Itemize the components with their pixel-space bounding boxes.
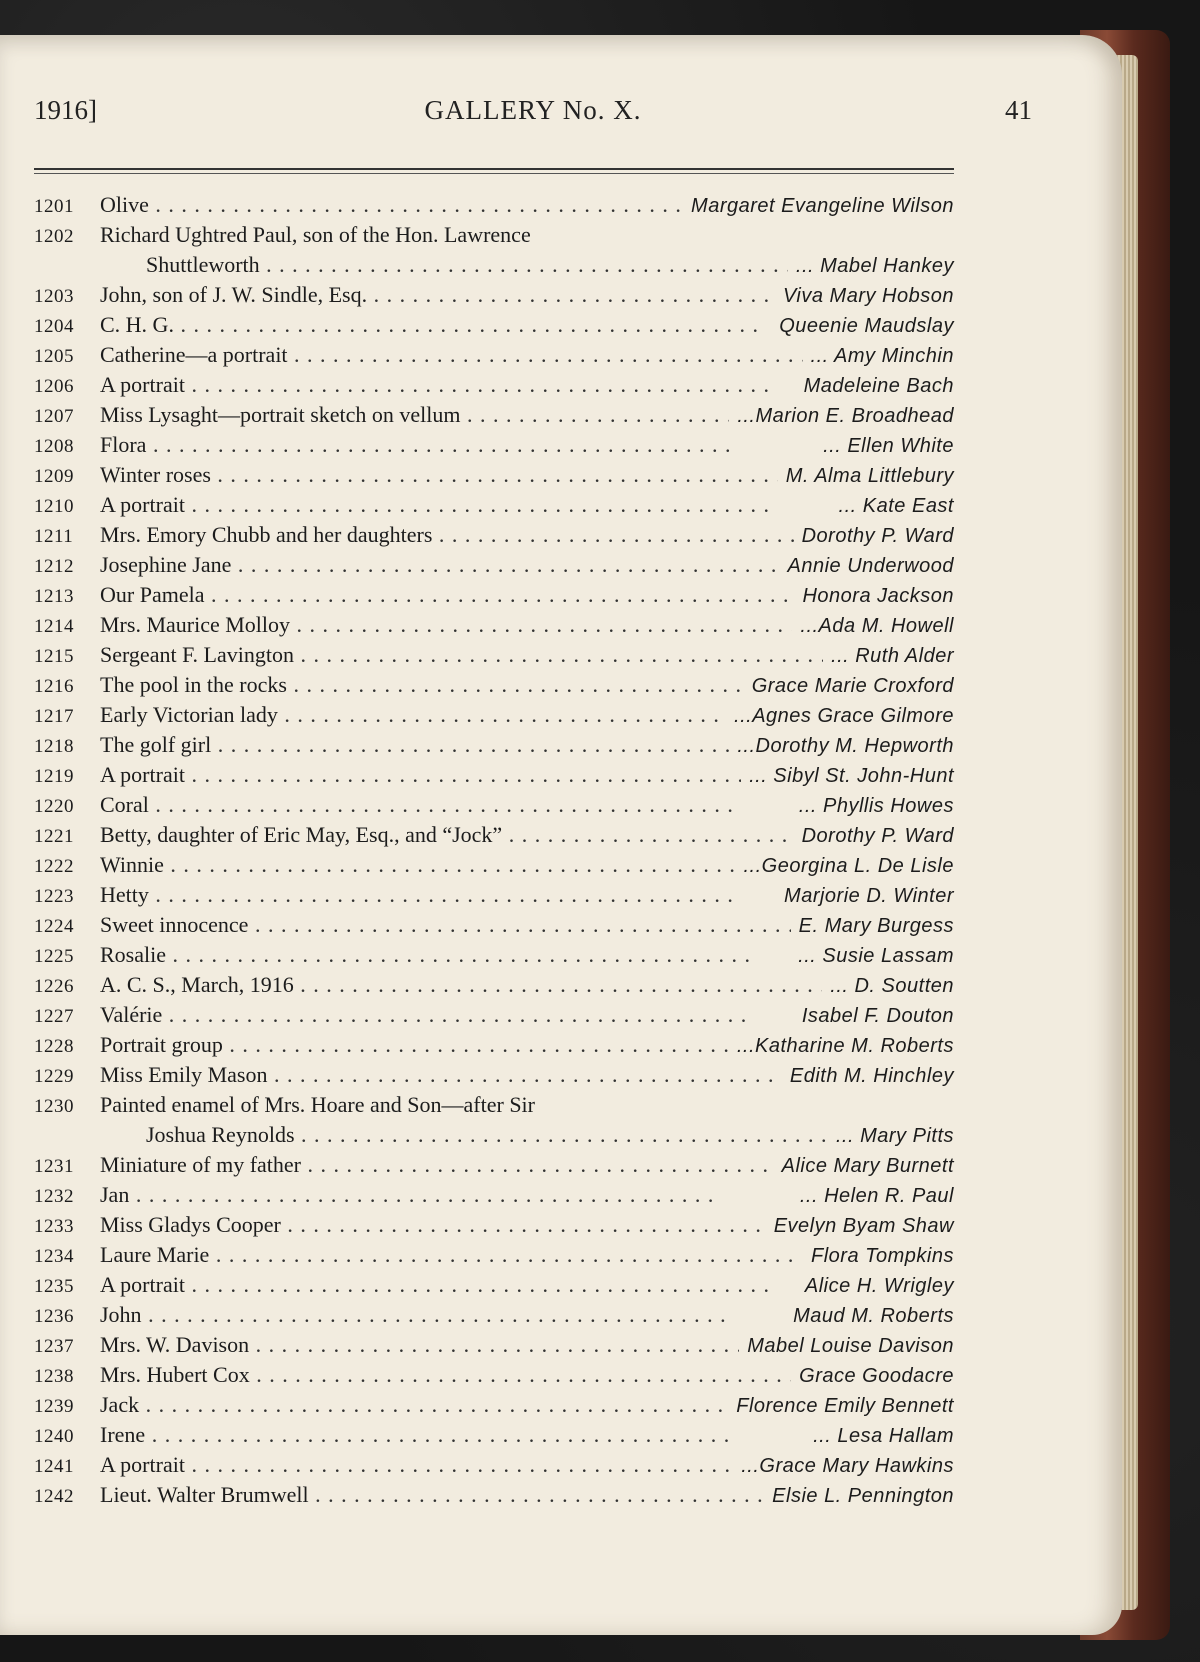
entry-number: 1210 <box>34 496 74 517</box>
catalogue-entry <box>34 192 954 222</box>
entry-number: 1227 <box>34 1006 74 1027</box>
catalogue-entry <box>34 222 954 282</box>
entry-number: 1239 <box>34 1396 74 1417</box>
entry-title: Miss Lysaght—portrait sketch on vellum . . . <box>100 402 729 428</box>
catalogue-entry <box>34 672 954 702</box>
entry-artist: ... Helen R. Paul <box>792 1185 954 1208</box>
catalogue-entry <box>34 282 954 312</box>
catalogue-entry <box>34 882 954 912</box>
entry-artist: Queenie Maudslay <box>771 315 954 338</box>
entry-line <box>34 702 954 732</box>
entry-line <box>34 1182 954 1212</box>
entry-title: Olive . . . <box>100 192 683 218</box>
catalogue-entry <box>34 1452 954 1482</box>
entry-line <box>34 552 954 582</box>
catalogue-entry <box>34 1032 954 1062</box>
entry-title: Irene . . . <box>100 1422 805 1448</box>
entry-line <box>34 1482 954 1512</box>
entry-artist: ...Grace Mary Hawkins <box>733 1455 954 1478</box>
entry-artist: ... Kate East <box>831 495 954 518</box>
entry-number: 1233 <box>34 1216 74 1237</box>
entry-line <box>34 822 954 852</box>
catalogue-entry <box>34 552 954 582</box>
entry-artist: ... Susie Lassam <box>790 945 954 968</box>
entry-line-continued <box>34 1122 954 1152</box>
entry-title: A portrait . . . <box>100 372 796 398</box>
entry-artist: Honora Jackson <box>794 585 954 608</box>
entry-number: 1238 <box>34 1366 74 1387</box>
entry-line <box>34 1092 954 1122</box>
entry-number: 1236 <box>34 1306 74 1327</box>
entry-title: Jack . . . <box>100 1392 728 1418</box>
catalogue-entry <box>34 432 954 462</box>
entry-artist: ... Phyllis Howes <box>791 795 954 818</box>
entry-artist: Mabel Louise Davison <box>739 1335 954 1358</box>
entry-title: Sweet innocence . . . <box>100 912 791 938</box>
catalogue-entry <box>34 1062 954 1092</box>
entry-line <box>34 1062 954 1092</box>
entry-number: 1231 <box>34 1156 74 1177</box>
entry-artist: ...Georgina L. De Lisle <box>736 855 955 878</box>
entry-title: Sergeant F. Lavington . . . <box>100 642 823 668</box>
entry-number: 1226 <box>34 976 74 997</box>
entry-line <box>34 432 954 462</box>
entry-artist: Grace Marie Croxford <box>744 675 954 698</box>
entry-number: 1229 <box>34 1066 74 1087</box>
entry-number: 1232 <box>34 1186 74 1207</box>
entry-number: 1223 <box>34 886 74 907</box>
entry-number: 1201 <box>34 196 74 217</box>
entry-title: Richard Ughtred Paul, son of the Hon. Lawrence <box>100 222 531 247</box>
entry-line <box>34 1422 954 1452</box>
entry-title-continued: Joshua Reynolds . . . <box>146 1122 828 1148</box>
entry-number: 1224 <box>34 916 74 937</box>
catalogue-entry <box>34 1272 954 1302</box>
entry-number: 1204 <box>34 316 74 337</box>
entry-line <box>34 192 954 222</box>
entry-number: 1203 <box>34 286 74 307</box>
entry-title: Josephine Jane . . . <box>100 552 780 578</box>
catalogue-entry <box>34 1482 954 1512</box>
entry-line <box>34 1002 954 1032</box>
catalogue-entry <box>34 342 954 372</box>
entry-title-continued: Shuttleworth . . . <box>146 252 788 278</box>
entry-artist: Alice Mary Burnett <box>774 1155 954 1178</box>
catalogue-entry <box>34 402 954 432</box>
entry-number: 1215 <box>34 646 74 667</box>
entry-number: 1207 <box>34 406 74 427</box>
entry-title: Mrs. Hubert Cox . . . <box>100 1362 791 1388</box>
catalogue-entry <box>34 582 954 612</box>
entry-line <box>34 1272 954 1302</box>
entry-number: 1218 <box>34 736 74 757</box>
entry-number: 1228 <box>34 1036 74 1057</box>
entry-artist: ... Lesa Hallam <box>805 1425 954 1448</box>
entry-artist: Dorothy P. Ward <box>794 825 954 848</box>
entry-line <box>34 1212 954 1242</box>
entry-title: Portrait group . . . <box>100 1032 729 1058</box>
entry-line <box>34 222 954 252</box>
entry-line <box>34 402 954 432</box>
entry-title: Coral . . . <box>100 792 791 818</box>
entry-artist: ...Marion E. Broadhead <box>729 405 954 428</box>
header-rule <box>34 168 954 170</box>
entry-line <box>34 522 954 552</box>
entry-title: Miniature of my father . . . <box>100 1152 774 1178</box>
entry-artist: Edith M. Hinchley <box>782 1065 954 1088</box>
entry-title: A portrait . . . <box>100 762 741 788</box>
entry-line <box>34 1332 954 1362</box>
catalogue-entry <box>34 1422 954 1452</box>
entry-line <box>34 942 954 972</box>
entry-artist: ...Agnes Grace Gilmore <box>726 705 954 728</box>
entry-artist: Marjorie D. Winter <box>776 885 954 908</box>
entry-line <box>34 852 954 882</box>
entry-title: Winter roses . . . <box>100 462 778 488</box>
catalogue-entry <box>34 642 954 672</box>
catalogue-entry <box>34 792 954 822</box>
entry-title: Rosalie . . . <box>100 942 790 968</box>
header-rule-thin <box>34 173 954 174</box>
catalogue-entry <box>34 972 954 1002</box>
entry-title: Valérie . . . <box>100 1002 794 1028</box>
entry-line-continued <box>34 252 954 282</box>
entry-artist: Annie Underwood <box>780 555 955 578</box>
entry-title: C. H. G. . . . <box>100 312 771 338</box>
catalogue-entry <box>34 702 954 732</box>
catalogue-entry <box>34 1362 954 1392</box>
header-year: 1916] <box>34 95 97 125</box>
entry-line <box>34 762 954 792</box>
entry-number: 1230 <box>34 1096 74 1117</box>
entry-title: The pool in the rocks . . . <box>100 672 744 698</box>
entry-number: 1216 <box>34 676 74 697</box>
entry-title: A portrait . . . <box>100 1272 797 1298</box>
entry-title: Mrs. Emory Chubb and her daughters . . . <box>100 522 794 548</box>
entry-number: 1205 <box>34 346 74 367</box>
entry-line <box>34 342 954 372</box>
entry-title: Early Victorian lady . . . <box>100 702 726 728</box>
entry-title: Miss Gladys Cooper . . . <box>100 1212 766 1238</box>
entry-number: 1225 <box>34 946 74 967</box>
entry-number: 1213 <box>34 586 74 607</box>
entry-line <box>34 1032 954 1062</box>
entry-artist: ... Mary Pitts <box>828 1125 954 1148</box>
entry-line <box>34 1392 954 1422</box>
entry-number: 1237 <box>34 1336 74 1357</box>
entry-line <box>34 972 954 1002</box>
catalogue-entry <box>34 822 954 852</box>
entry-artist: E. Mary Burgess <box>791 915 954 938</box>
entry-artist: ... Amy Minchin <box>803 345 954 368</box>
entry-title: A. C. S., March, 1916 . . . <box>100 972 822 998</box>
entry-title: Catherine—a portrait . . . <box>100 342 803 368</box>
entry-artist: ...Katharine M. Roberts <box>729 1035 954 1058</box>
entry-line <box>34 1302 954 1332</box>
entry-line <box>34 612 954 642</box>
entry-line <box>34 582 954 612</box>
entry-title: The golf girl . . . <box>100 732 729 758</box>
entry-number: 1221 <box>34 826 74 847</box>
entry-title: John, son of J. W. Sindle, Esq. . . . <box>100 282 775 308</box>
page-header <box>34 95 1032 135</box>
catalogue-entry <box>34 492 954 522</box>
entry-number: 1209 <box>34 466 74 487</box>
header-title: GALLERY No. X. <box>424 95 642 125</box>
entry-artist: ... Mabel Hankey <box>788 255 954 278</box>
catalogue-entry <box>34 1302 954 1332</box>
catalogue-entry <box>34 912 954 942</box>
entry-line <box>34 882 954 912</box>
entry-artist: ... Ellen White <box>815 435 954 458</box>
entry-line <box>34 732 954 762</box>
entry-number: 1214 <box>34 616 74 637</box>
catalogue-entry <box>34 612 954 642</box>
entry-number: 1212 <box>34 556 74 577</box>
entry-artist: ...Dorothy M. Hepworth <box>729 735 954 758</box>
entry-number: 1211 <box>34 526 74 547</box>
entry-line <box>34 462 954 492</box>
entry-title: Mrs. W. Davison . . . <box>100 1332 739 1358</box>
entry-artist: Grace Goodacre <box>791 1365 954 1388</box>
catalogue-entry <box>34 762 954 792</box>
entry-number: 1240 <box>34 1426 74 1447</box>
entry-title: Laure Marie . . . <box>100 1242 803 1268</box>
entry-artist: Dorothy P. Ward <box>794 525 954 548</box>
entry-number: 1241 <box>34 1456 74 1477</box>
entry-number: 1235 <box>34 1276 74 1297</box>
entry-artist: ... Ruth Alder <box>823 645 954 668</box>
entry-title: Flora . . . <box>100 432 815 458</box>
entry-artist: ... D. Soutten <box>822 975 954 998</box>
entry-artist: M. Alma Littlebury <box>778 465 954 488</box>
entry-line <box>34 1362 954 1392</box>
entry-artist: Flora Tompkins <box>803 1245 954 1268</box>
catalogue-entry <box>34 1092 954 1152</box>
entry-list <box>34 192 954 1512</box>
entry-title: Winnie . . . <box>100 852 736 878</box>
catalogue-entry <box>34 1332 954 1362</box>
entry-artist: Florence Emily Bennett <box>728 1395 954 1418</box>
entry-artist: Margaret Evangeline Wilson <box>683 195 954 218</box>
entry-line <box>34 912 954 942</box>
catalogue-entry <box>34 732 954 762</box>
catalogue-entry <box>34 1002 954 1032</box>
entry-artist: Alice H. Wrigley <box>797 1275 954 1298</box>
entry-line <box>34 1452 954 1482</box>
catalogue-entry <box>34 312 954 342</box>
entry-title: Mrs. Maurice Molloy . . . <box>100 612 792 638</box>
entry-number: 1234 <box>34 1246 74 1267</box>
entry-title: Painted enamel of Mrs. Hoare and Son—after Sir <box>100 1092 535 1117</box>
entry-artist: Elsie L. Pennington <box>764 1485 954 1508</box>
entry-artist: Evelyn Byam Shaw <box>766 1215 954 1238</box>
entry-artist: Maud M. Roberts <box>785 1305 954 1328</box>
entry-number: 1217 <box>34 706 74 727</box>
entry-line <box>34 372 954 402</box>
entry-title: A portrait . . . <box>100 492 831 518</box>
entry-number: 1220 <box>34 796 74 817</box>
entry-line <box>34 792 954 822</box>
catalogue-entry <box>34 1212 954 1242</box>
entry-line <box>34 1242 954 1272</box>
entry-title: Jan . . . <box>100 1182 792 1208</box>
entry-line <box>34 312 954 342</box>
header-page-number: 41 <box>1005 95 1032 125</box>
catalogue-entry <box>34 942 954 972</box>
catalogue-entry <box>34 1182 954 1212</box>
catalogue-entry <box>34 852 954 882</box>
catalogue-entry <box>34 522 954 552</box>
entry-title: Lieut. Walter Brumwell . . . <box>100 1482 764 1508</box>
entry-number: 1202 <box>34 226 74 247</box>
entry-artist: ...Ada M. Howell <box>792 615 954 638</box>
entry-number: 1242 <box>34 1486 74 1507</box>
entry-title: John . . . <box>100 1302 785 1328</box>
entry-title: Hetty . . . <box>100 882 776 908</box>
catalogue-entry <box>34 1392 954 1422</box>
catalogue-entry <box>34 1242 954 1272</box>
entry-title: Miss Emily Mason . . . <box>100 1062 782 1088</box>
entry-title: Our Pamela . . . <box>100 582 794 608</box>
entry-artist: Madeleine Bach <box>796 375 954 398</box>
entry-line <box>34 1152 954 1182</box>
catalogue-entry <box>34 1152 954 1182</box>
entry-number: 1219 <box>34 766 74 787</box>
entry-artist: Viva Mary Hobson <box>775 285 954 308</box>
entry-line <box>34 492 954 522</box>
catalogue-entry <box>34 462 954 492</box>
catalogue-entry <box>34 372 954 402</box>
entry-line <box>34 282 954 312</box>
entry-title: Betty, daughter of Eric May, Esq., and “Jock” . . . <box>100 822 794 848</box>
entry-line <box>34 642 954 672</box>
entry-number: 1206 <box>34 376 74 397</box>
entry-number: 1222 <box>34 856 74 877</box>
entry-number: 1208 <box>34 436 74 457</box>
entry-line <box>34 672 954 702</box>
entry-artist: Isabel F. Douton <box>794 1005 954 1028</box>
entry-artist: ... Sibyl St. John-Hunt <box>741 765 954 788</box>
entry-title: A portrait . . . <box>100 1452 733 1478</box>
